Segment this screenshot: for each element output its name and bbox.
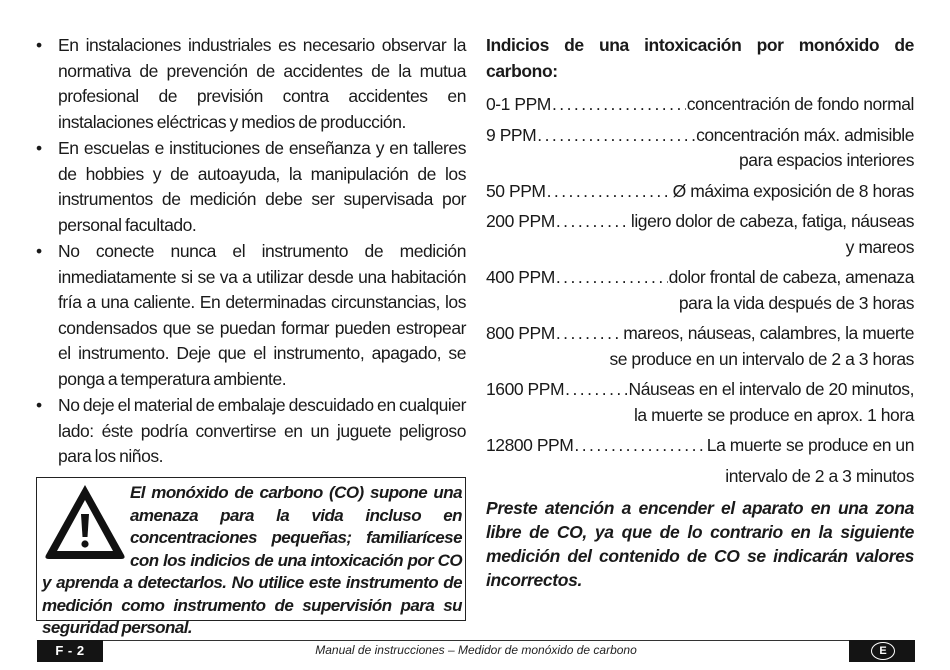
page-footer: [37, 640, 915, 662]
ppm-row: [486, 433, 914, 489]
bullet-text: En instalaciones industriales es necesario observar la normativa de prevención de accidentes de la mutua profesional de previsión contra accidentes en instalaciones eléctricas y medios de producción.: [58, 35, 466, 132]
ppm-description: dolor frontal de cabeza, amenaza: [668, 267, 914, 287]
bullet-item: [34, 239, 466, 392]
ppm-level: 9 PPM: [486, 124, 537, 145]
bullet-item: [34, 136, 466, 238]
warning-text-block: [42, 482, 462, 640]
manual-title: Manual de instrucciones – Medidor de monóxido de carbono: [315, 643, 637, 657]
warning-box: [36, 477, 466, 637]
bullet-text: No conecte nunca el instrumento de medición inmediatamente si se va a utilizar desde una habitación fría a una caliente. En determinadas circunstancias, los condensados que se puedan formar pueden estropear el instrumento. Deje que el instrumento, apagado, se ponga a temperatura ambiente.: [58, 241, 466, 389]
warning-text: El monóxido de carbono (CO) supone una amenaza para la vida incluso en concentraciones pequeñas; familiarícese con los indicios de una intoxicación por CO y aprenda a detectarlos. No utilice este instrumento de medición como instrumento de supervisión para su seguridad personal.: [42, 483, 462, 637]
safety-bullet-list: [34, 33, 466, 471]
ppm-row: [486, 92, 914, 118]
ppm-description-cont: para la vida después de 3 horas: [678, 292, 914, 313]
ppm-level: 12800 PPM: [486, 435, 574, 455]
ppm-level: 50 PPM: [486, 180, 546, 201]
co-free-zone-note: Preste atención a encender el aparato en una zona libre de CO, ya que de lo contrario en la siguiente medición del contenido de CO se indicarán valores incorrectos.: [486, 498, 914, 590]
ppm-row: [486, 209, 914, 260]
ppm-level: 800 PPM: [486, 323, 555, 343]
bullet-item: [34, 393, 466, 470]
dot-leader: [565, 377, 627, 403]
ppm-level: 400 PPM: [486, 267, 555, 287]
bullet-marker: •: [36, 395, 42, 415]
ppm-description: concentración máx. admisible: [696, 124, 914, 145]
dot-leader: [552, 92, 686, 118]
language-badge: [849, 640, 915, 662]
dot-leader: [556, 321, 622, 347]
language-code: E: [871, 642, 895, 660]
bullet-marker: •: [36, 35, 42, 55]
ppm-row: [486, 321, 914, 372]
ppm-description-cont: la muerte se produce en aprox. 1 hora: [633, 404, 914, 425]
bullet-marker: •: [36, 241, 42, 261]
dot-leader: [556, 209, 630, 235]
ppm-row: [486, 179, 914, 205]
dot-leader: [537, 123, 695, 149]
page-number: F - 2: [37, 640, 103, 662]
dot-leader: [547, 179, 672, 205]
ppm-description-cont: intervalo de 2 a 3 minutos: [725, 465, 914, 486]
footer-rule: [37, 640, 915, 641]
ppm-level: 0-1 PPM: [486, 94, 551, 114]
ppm-description-cont: y mareos: [845, 236, 914, 257]
dot-leader: [556, 265, 668, 291]
ppm-description-cont: se produce en un intervalo de 2 a 3 horas: [609, 348, 914, 369]
bullet-text: En escuelas e instituciones de enseñanza y en talleres de hobbies y de autoayuda, la manipulación de los instrumentos de medición debe ser supervisada por personal facultado.: [58, 138, 466, 235]
ppm-description: ligero dolor de cabeza, fatiga, náuseas: [630, 211, 914, 231]
co-levels-heading: Indicios de una intoxicación por monóxido de carbono:: [486, 35, 914, 81]
ppm-level: 200 PPM: [486, 211, 555, 231]
bullet-marker: •: [36, 138, 42, 158]
ppm-level: 1600 PPM: [486, 379, 565, 399]
ppm-description: Ø máxima exposición de 8 horas: [672, 180, 914, 201]
ppm-description: La muerte se produce en un: [706, 435, 914, 455]
ppm-row: [486, 377, 914, 428]
bullet-text: No deje el material de embalaje descuidado en cualquier lado: éste podría convertirse en un juguete peligroso para los niños.: [58, 395, 466, 466]
ppm-description-cont: para espacios interiores: [739, 150, 914, 170]
bullet-item: [34, 33, 466, 135]
co-levels-section: [486, 33, 914, 494]
ppm-row: [486, 123, 914, 174]
ppm-description: concentración de fondo normal: [686, 94, 914, 114]
ppm-row: [486, 265, 914, 316]
ppm-description: Náuseas en el intervalo de 20 minutos,: [628, 379, 914, 399]
dot-leader: [574, 433, 705, 459]
ppm-description: mareos, náuseas, calambres, la muerte: [623, 323, 914, 343]
